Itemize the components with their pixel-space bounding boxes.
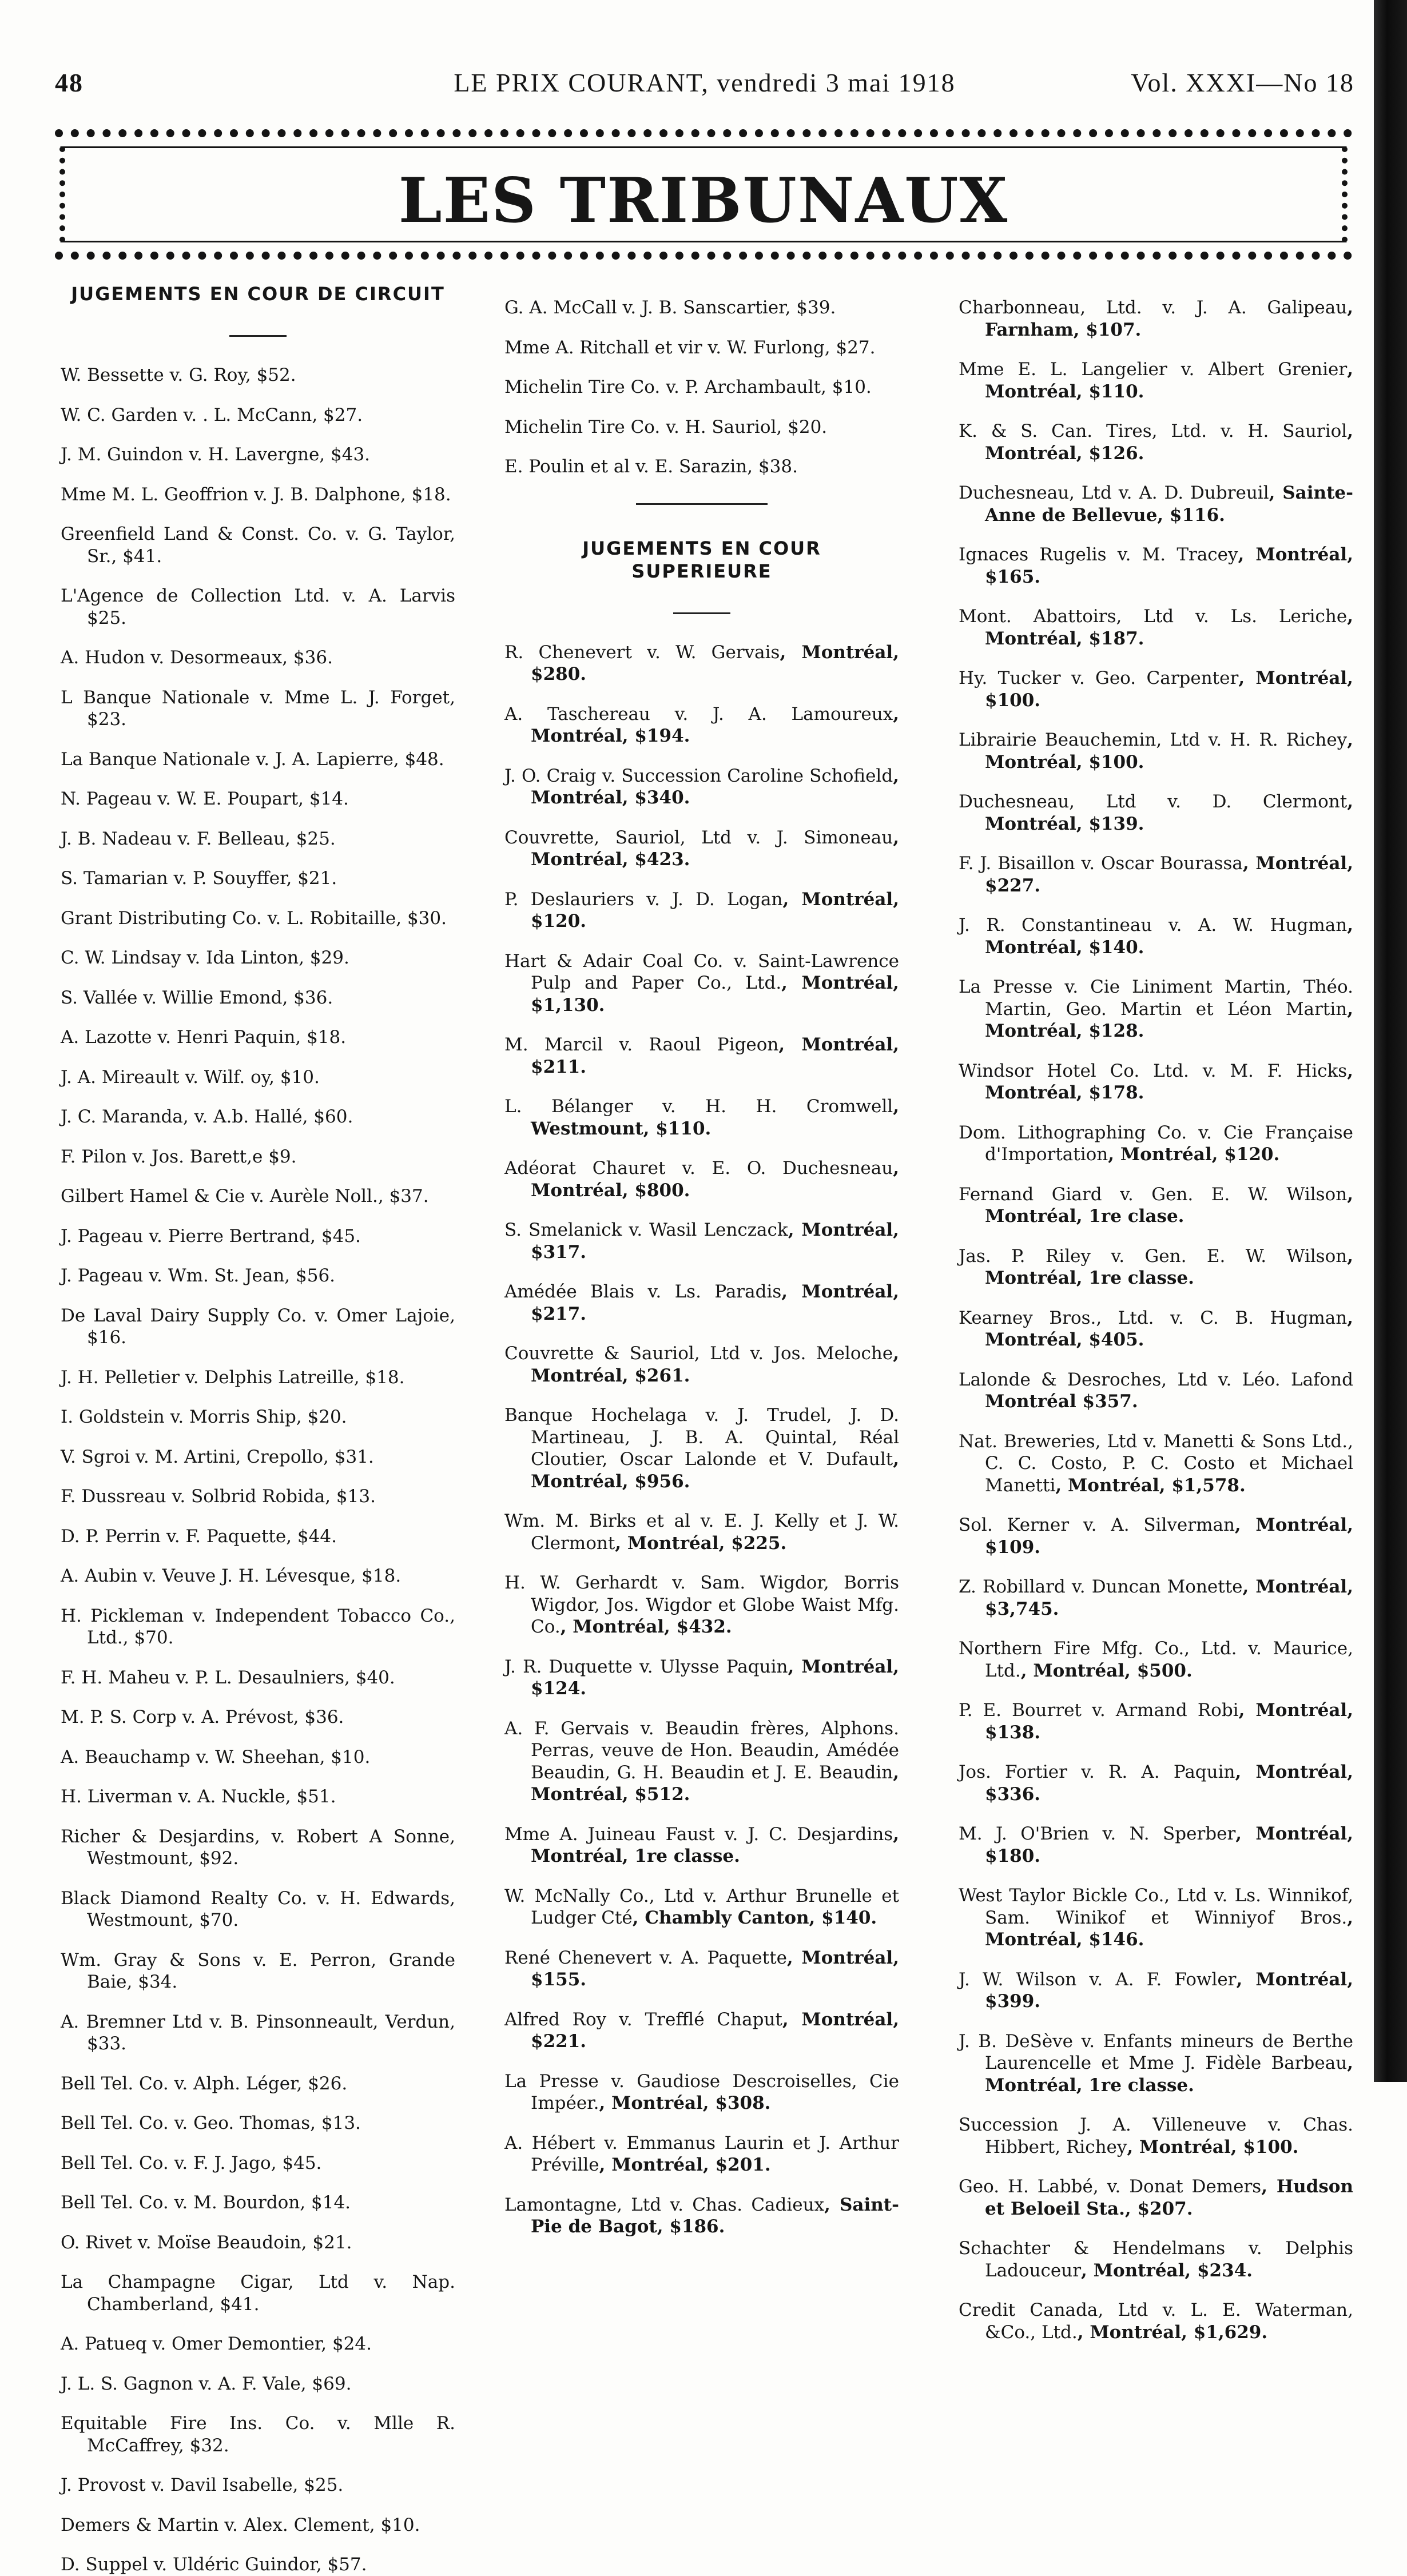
column-2: [504, 279, 899, 2237]
judgment-amount: , Montréal, $139.: [985, 791, 1353, 834]
judgment-amount: , Montréal, $280.: [531, 642, 899, 684]
judgment-entry: F. H. Maheu v. P. L. Desaulniers, $40.: [61, 1667, 395, 1688]
judgment-entry: Michelin Tire Co. v. P. Archambault, $10.: [504, 377, 872, 397]
judgment-entry: S. Smelanick v. Wasil Lenczack, Montréal, $317.: [504, 1220, 899, 1263]
judgment-amount: , Montréal, $512.: [531, 1762, 899, 1805]
judgment-entry: Jas. P. Riley v. Gen. E. W. Wilson, Montréal, 1re classe.: [959, 1245, 1353, 1288]
judgment-entry: Duchesneau, Ltd v. A. D. Dubreuil, Sainte-Anne de Bellevue, $116.: [959, 483, 1353, 525]
judgment-entry: Schachter & Hendelmans v. Delphis Ladouceur, Montréal, $234.: [959, 2238, 1353, 2281]
circuit-judgment-list: [61, 364, 455, 2576]
judgment-entry: Fernand Giard v. Gen. E. W. Wilson, Montréal, 1re clase.: [959, 1184, 1353, 1227]
judgment-amount: Montréal $357.: [985, 1391, 1138, 1412]
judgment-entry: West Taylor Bickle Co., Ltd v. Ls. Winnikof, Sam. Winikof et Winniyof Bros., Montréal, $146.: [959, 1885, 1353, 1950]
judgment-entry: F. J. Bisaillon v. Oscar Bourassa, Montréal, $227.: [959, 853, 1353, 896]
running-header: [55, 67, 1354, 108]
superior-judgment-list: [504, 642, 899, 2238]
judgment-amount: , Montréal, $340.: [531, 765, 899, 808]
judgment-amount: , Montréal, $261.: [531, 1343, 899, 1386]
judgment-amount: , Montréal, $194.: [531, 703, 899, 746]
judgment-entry: J. O. Craig v. Succession Caroline Schofield, Montréal, $340.: [504, 765, 899, 808]
judgment-entry: H. Pickleman v. Independent Tobacco Co., Ltd., $70.: [61, 1605, 455, 1648]
judgment-amount: , Montréal, $180.: [985, 1823, 1353, 1866]
judgment-amount: , Montréal, $399.: [985, 1969, 1353, 2012]
judgment-entry: Northern Fire Mfg. Co., Ltd. v. Maurice, Ltd., Montréal, $500.: [959, 1638, 1353, 1681]
judgment-entry: V. Sgroi v. M. Artini, Crepollo, $31.: [61, 1446, 374, 1467]
judgment-entry: Librairie Beauchemin, Ltd v. H. R. Richey, Montréal, $100.: [959, 730, 1353, 773]
judgment-entry: Mont. Abattoirs, Ltd v. Ls. Leriche, Montréal, $187.: [959, 606, 1353, 649]
column-3: [959, 279, 1353, 2343]
judgment-entry: J. Pageau v. Pierre Bertrand, $45.: [61, 1225, 361, 1247]
judgment-amount: , Montréal, $1,578.: [1055, 1475, 1246, 1496]
judgment-amount: , Chambly Canton, $140.: [632, 1908, 877, 1928]
judgment-entry: Bell Tel. Co. v. F. J. Jago, $45.: [61, 2152, 322, 2173]
judgment-amount: , Montréal, $3,745.: [985, 1576, 1353, 1619]
judgment-entry: A. Hébert v. Emmanus Laurin et J. Arthur Préville, Montréal, $201.: [504, 2132, 899, 2175]
judgment-entry: W. Bessette v. G. Roy, $52.: [61, 365, 296, 385]
judgment-entry: Black Diamond Realty Co. v. H. Edwards, Westmount, $70.: [61, 1888, 455, 1930]
judgment-entry: J. C. Maranda, v. A.b. Hallé, $60.: [61, 1106, 353, 1127]
judgment-amount: , Montréal, $227.: [985, 853, 1353, 896]
judgment-entry: La Presse v. Cie Liniment Martin, Théo. Martin, Geo. Martin et Léon Martin, Montréal, $128.: [959, 977, 1353, 1041]
judgment-entry: D. P. Perrin v. F. Paquette, $44.: [61, 1526, 337, 1547]
judgment-entry: J. M. Guindon v. H. Lavergne, $43.: [61, 444, 371, 465]
superior-judgment-list-continued: [959, 297, 1353, 2343]
judgment-amount: , Montréal, $432.: [560, 1617, 732, 1637]
judgment-entry: Bell Tel. Co. v. Alph. Léger, $26.: [61, 2073, 348, 2094]
judgment-amount: , Montréal, $234.: [1081, 2260, 1253, 2281]
judgment-entry: Bell Tel. Co. v. Geo. Thomas, $13.: [61, 2113, 361, 2133]
judgment-entry: Wm. Gray & Sons v. E. Perron, Grande Baie, $34.: [61, 1949, 455, 1992]
judgment-entry: A. F. Gervais v. Beaudin frères, Alphons. Perras, veuve de Hon. Beaudin, Amédée Beaudin, G. H. Beaudin et J. E. Beaudin, Montréal, $512.: [504, 1718, 899, 1805]
judgment-amount: , Montréal, $165.: [985, 544, 1353, 587]
judgment-entry: Couvrette, Sauriol, Ltd v. J. Simoneau, Montréal, $423.: [504, 827, 899, 870]
judgment-entry: Windsor Hotel Co. Ltd. v. M. F. Hicks, Montréal, $178.: [959, 1060, 1353, 1103]
judgment-amount: , Hudson et Beloeil Sta., $207.: [985, 2176, 1353, 2219]
judgment-amount: , Montréal, $120.: [531, 889, 899, 931]
judgment-entry: S. Tamarian v. P. Souyffer, $21.: [61, 868, 337, 889]
judgment-amount: , Montréal, 1re classe.: [985, 1245, 1353, 1288]
judgment-entry: Dom. Lithographing Co. v. Cie Française d'Importation, Montréal, $120.: [959, 1122, 1353, 1165]
judgment-amount: , Montréal, 1re classe.: [985, 2053, 1353, 2096]
judgment-entry: J. H. Pelletier v. Delphis Latreille, $18.: [61, 1367, 405, 1388]
judgment-entry: Alfred Roy v. Trefflé Chaput, Montréal, $221.: [504, 2009, 899, 2052]
judgment-amount: , Montréal, $140.: [985, 915, 1353, 958]
page-number: 48: [55, 68, 84, 97]
judgment-entry: F. Pilon v. Jos. Barett,e $9.: [61, 1146, 297, 1167]
judgment-entry: L Banque Nationale v. Mme L. J. Forget, $23.: [61, 687, 455, 730]
judgment-amount: , Montréal, $211.: [531, 1034, 899, 1077]
volume-number: Vol. XXXI—No 18: [1131, 68, 1354, 97]
judgment-entry: D. Suppel v. Uldéric Guindor, $57.: [61, 2554, 367, 2575]
judgment-entry: A. Lazotte v. Henri Paquin, $18.: [61, 1027, 347, 1048]
judgment-entry: L. Bélanger v. H. H. Cromwell, Westmount, $110.: [504, 1096, 899, 1139]
judgment-amount: , Montréal, $423.: [531, 827, 899, 870]
judgment-entry: Lamontagne, Ltd v. Chas. Cadieux, Saint-Pie de Bagot, $186.: [504, 2194, 899, 2237]
judgment-entry: L'Agence de Collection Ltd. v. A. Larvis $25.: [61, 586, 455, 628]
judgment-amount: , Montréal, $221.: [531, 2009, 899, 2052]
section-rule: [636, 503, 768, 505]
judgment-entry: Hy. Tucker v. Geo. Carpenter, Montréal, $100.: [959, 668, 1353, 711]
judgment-entry: J. B. Nadeau v. F. Belleau, $25.: [61, 828, 336, 849]
judgment-amount: , Montréal, $1,629.: [1077, 2322, 1268, 2343]
judgment-entry: Hart & Adair Coal Co. v. Saint-Lawrence Pulp and Paper Co., Ltd., Montréal, $1,130.: [504, 950, 899, 1016]
judgment-amount: , Montréal, $109.: [985, 1515, 1353, 1558]
judgment-amount: , Montréal, $217.: [531, 1281, 899, 1324]
judgment-entry: Geo. H. Labbé, v. Donat Demers, Hudson et Beloeil Sta., $207.: [959, 2176, 1353, 2219]
judgment-amount: , Montréal, $225.: [615, 1532, 787, 1554]
judgment-entry: Michelin Tire Co. v. H. Sauriol, $20.: [504, 416, 828, 437]
judgment-entry: O. Rivet v. Moïse Beaudoin, $21.: [61, 2232, 352, 2253]
judgment-entry: Grant Distributing Co. v. L. Robitaille, $30.: [61, 907, 447, 929]
judgment-amount: , Montréal, $126.: [985, 421, 1353, 464]
judgment-amount: , Montréal, $956.: [531, 1449, 899, 1492]
judgment-amount: , Sainte-Anne de Bellevue, $116.: [985, 483, 1353, 525]
judgment-amount: , Montréal, $138.: [985, 1700, 1353, 1743]
judgment-amount: , Montréal, $800.: [531, 1158, 899, 1201]
judgment-entry: Jos. Fortier v. R. A. Paquin, Montréal, $336.: [959, 1762, 1353, 1805]
judgment-entry: K. & S. Can. Tires, Ltd. v. H. Sauriol, Montréal, $126.: [959, 421, 1353, 464]
judgment-amount: , Montréal, $124.: [531, 1656, 899, 1699]
judgment-amount: , Montréal, $128.: [985, 998, 1353, 1041]
judgment-entry: Demers & Martin v. Alex. Clement, $10.: [61, 2514, 420, 2535]
judgment-entry: J. Pageau v. Wm. St. Jean, $56.: [61, 1265, 336, 1286]
section-heading-circuit: JUGEMENTS EN COUR DE CIRCUIT: [71, 283, 445, 305]
judgment-entry: W. McNally Co., Ltd v. Arthur Brunelle et Ludger Cté, Chambly Canton, $140.: [504, 1885, 899, 1928]
judgment-entry: F. Dussreau v. Solbrid Robida, $13.: [61, 1486, 376, 1507]
judgment-amount: , Montréal, $100.: [1127, 2136, 1299, 2157]
judgment-amount: , Westmount, $110.: [531, 1096, 899, 1139]
judgment-entry: A. Aubin v. Veuve J. H. Lévesque, $18.: [61, 1566, 402, 1586]
judgment-amount: , Montréal, $110.: [985, 359, 1353, 402]
judgment-entry: J. Provost v. Davil Isabelle, $25.: [61, 2475, 344, 2495]
judgment-entry: P. E. Bourret v. Armand Robi, Montréal, $138.: [959, 1700, 1353, 1743]
judgment-amount: , Montréal, $120.: [1108, 1144, 1280, 1165]
judgment-amount: , Montréal, $100.: [985, 730, 1353, 773]
judgment-entry: Ignaces Rugelis v. M. Tracey, Montréal, $165.: [959, 544, 1353, 587]
judgment-entry: M. Marcil v. Raoul Pigeon, Montréal, $211.: [504, 1034, 899, 1077]
judgment-entry: J. B. DeSève v. Enfants mineurs de Berthe Laurencelle et Mme J. Fidèle Barbeau, Montréal, 1re classe.: [959, 2030, 1353, 2096]
judgment-entry: Mme M. L. Geoffrion v. J. B. Dalphone, $18.: [61, 484, 451, 505]
banner-frame: [59, 146, 1348, 242]
judgment-entry: Lalonde & Desroches, Ltd v. Léo. Lafond Montréal $357.: [959, 1369, 1353, 1412]
judgment-entry: A. Bremner Ltd v. B. Pinsonneault, Verdun, $33.: [61, 2011, 455, 2054]
judgment-entry: N. Pageau v. W. E. Poupart, $14.: [61, 789, 349, 809]
judgment-entry: A. Taschereau v. J. A. Lamoureux, Montréal, $194.: [504, 703, 899, 746]
judgment-entry: A. Beauchamp v. W. Sheehan, $10.: [61, 1746, 371, 1767]
section-banner: [55, 129, 1352, 260]
judgment-entry: E. Poulin et al v. E. Sarazin, $38.: [504, 456, 798, 477]
column-1: [61, 279, 455, 2575]
judgment-entry: J. A. Mireault v. Wilf. oy, $10.: [61, 1066, 320, 1088]
judgment-entry: J. R. Constantineau v. A. W. Hugman, Montréal, $140.: [959, 915, 1353, 958]
judgment-entry: Equitable Fire Ins. Co. v. Mlle R. McCaffrey, $32.: [61, 2413, 455, 2456]
judgment-entry: Mme A. Ritchall et vir v. W. Furlong, $27.: [504, 337, 876, 358]
judgment-entry: La Banque Nationale v. J. A. Lapierre, $48.: [61, 748, 444, 770]
judgment-amount: , Montréal, $1,130.: [531, 973, 899, 1016]
judgment-entry: Amédée Blais v. Ls. Paradis, Montréal, $217.: [504, 1281, 899, 1324]
judgment-amount: , Montréal, $155.: [531, 1947, 899, 1990]
judgment-entry: A. Hudon v. Desormeaux, $36.: [61, 647, 333, 668]
judgment-amount: , Montréal, $405.: [985, 1307, 1353, 1350]
judgment-entry: H. W. Gerhardt v. Sam. Wigdor, Borris Wigdor, Jos. Wigdor et Globe Waist Mfg. Co., Montréal, $432.: [504, 1572, 899, 1637]
judgment-amount: , Montréal, $317.: [531, 1220, 899, 1263]
judgment-entry: Mme E. L. Langelier v. Albert Grenier, Montréal, $110.: [959, 359, 1353, 402]
judgment-entry: Charbonneau, Ltd. v. J. A. Galipeau, Farnham, $107.: [959, 297, 1353, 340]
judgment-entry: Mme A. Juineau Faust v. J. C. Desjardins, Montréal, 1re classe.: [504, 1823, 899, 1866]
judgment-amount: , Montréal, $187.: [985, 606, 1353, 649]
judgment-entry: Wm. M. Birks et al v. E. J. Kelly et J. W. Clermont, Montréal, $225.: [504, 1511, 899, 1554]
judgment-amount: , Montréal, $178.: [985, 1060, 1353, 1103]
judgment-amount: , Montréal, $336.: [985, 1762, 1353, 1805]
judgment-entry: M. P. S. Corp v. A. Prévost, $36.: [61, 1707, 344, 1727]
judgment-amount: , Montréal, $201.: [599, 2155, 771, 2175]
judgment-amount: , Montréal, $100.: [985, 668, 1353, 711]
judgment-entry: S. Vallée v. Willie Emond, $36.: [61, 987, 333, 1008]
judgment-entry: J. R. Duquette v. Ulysse Paquin, Montréal, $124.: [504, 1656, 899, 1699]
judgment-entry: M. J. O'Brien v. N. Sperber, Montréal, $180.: [959, 1823, 1353, 1866]
judgment-entry: Greenfield Land & Const. Co. v. G. Taylor, Sr., $41.: [61, 524, 455, 567]
scan-edge: [1374, 0, 1407, 2082]
judgment-entry: Adéorat Chauret v. E. O. Duchesneau, Montréal, $800.: [504, 1158, 899, 1201]
judgment-amount: , Montréal, $308.: [599, 2093, 771, 2113]
judgment-entry: H. Liverman v. A. Nuckle, $51.: [61, 1786, 336, 1807]
judgment-entry: Kearney Bros., Ltd. v. C. B. Hugman, Montréal, $405.: [959, 1307, 1353, 1350]
judgment-entry: Couvrette & Sauriol, Ltd v. Jos. Meloche, Montréal, $261.: [504, 1343, 899, 1386]
judgment-entry: R. Chenevert v. W. Gervais, Montréal, $280.: [504, 642, 899, 684]
banner-title: LES TRIBUNAUX: [398, 165, 1009, 237]
judgment-amount: , Montréal, 1re clase.: [985, 1184, 1353, 1227]
judgment-entry: Gilbert Hamel & Cie v. Aurèle Noll., $37.: [61, 1186, 429, 1207]
judgment-entry: La Champagne Cigar, Ltd v. Nap. Chamberland, $41.: [61, 2272, 455, 2315]
section-heading-superieure: JUGEMENTS EN COUR SUPERIEURE: [582, 537, 821, 582]
judgment-entry: Duchesneau, Ltd v. D. Clermont, Montréal, $139.: [959, 791, 1353, 834]
section-rule: [229, 335, 287, 337]
judgment-entry: A. Patueq v. Omer Demontier, $24.: [61, 2334, 372, 2354]
judgment-amount: , Montréal, $146.: [985, 1907, 1353, 1950]
section-rule: [673, 612, 730, 614]
judgment-entry: J. W. Wilson v. A. F. Fowler, Montréal, $399.: [959, 1969, 1353, 2012]
judgment-entry: La Presse v. Gaudiose Descroiselles, Cie Impéer., Montréal, $308.: [504, 2071, 899, 2113]
judgment-entry: W. C. Garden v. . L. McCann, $27.: [61, 404, 363, 425]
judgment-amount: , Farnham, $107.: [985, 297, 1353, 340]
circuit-judgment-list-continued: [504, 297, 899, 478]
judgment-entry: Richer & Desjardins, v. Robert A Sonne, Westmount, $92.: [61, 1826, 455, 1869]
judgment-entry: G. A. McCall v. J. B. Sanscartier, $39.: [504, 297, 836, 318]
judgment-amount: , Montréal, $500.: [1020, 1660, 1193, 1681]
judgment-entry: Nat. Breweries, Ltd v. Manetti & Sons Ltd., C. C. Costo, P. C. Costo et Michael Manetti, Montréal, $1,578.: [959, 1431, 1353, 1496]
judgment-entry: Bell Tel. Co. v. M. Bourdon, $14.: [61, 2192, 351, 2213]
judgment-amount: , Saint-Pie de Bagot, $186.: [531, 2194, 899, 2237]
judgment-entry: René Chenevert v. A. Paquette, Montréal, $155.: [504, 1947, 899, 1990]
judgment-entry: De Laval Dairy Supply Co. v. Omer Lajoie, $16.: [61, 1305, 455, 1348]
judgment-entry: I. Goldstein v. Morris Ship, $20.: [61, 1407, 347, 1427]
judgment-entry: Succession J. A. Villeneuve v. Chas. Hibbert, Richey, Montréal, $100.: [959, 2115, 1353, 2157]
judgment-entry: Z. Robillard v. Duncan Monette, Montréal, $3,745.: [959, 1576, 1353, 1619]
judgment-amount: , Montréal, 1re classe.: [531, 1823, 899, 1866]
judgment-entry: J. L. S. Gagnon v. A. F. Vale, $69.: [61, 2373, 352, 2394]
judgment-entry: Credit Canada, Ltd v. L. E. Waterman, &Co., Ltd., Montréal, $1,629.: [959, 2300, 1353, 2343]
judgment-entry: C. W. Lindsay v. Ida Linton, $29.: [61, 947, 349, 968]
publication-title: LE PRIX COURANT, vendredi 3 mai 1918: [454, 68, 956, 97]
judgment-entry: Sol. Kerner v. A. Silverman, Montréal, $109.: [959, 1515, 1353, 1558]
judgment-entry: Banque Hochelaga v. J. Trudel, J. D. Martineau, J. B. A. Quintal, Réal Cloutier, Oscar Lalonde et V. Dufault, Montréal, $956.: [504, 1405, 899, 1492]
judgment-entry: P. Deslauriers v. J. D. Logan, Montréal, $120.: [504, 889, 899, 931]
